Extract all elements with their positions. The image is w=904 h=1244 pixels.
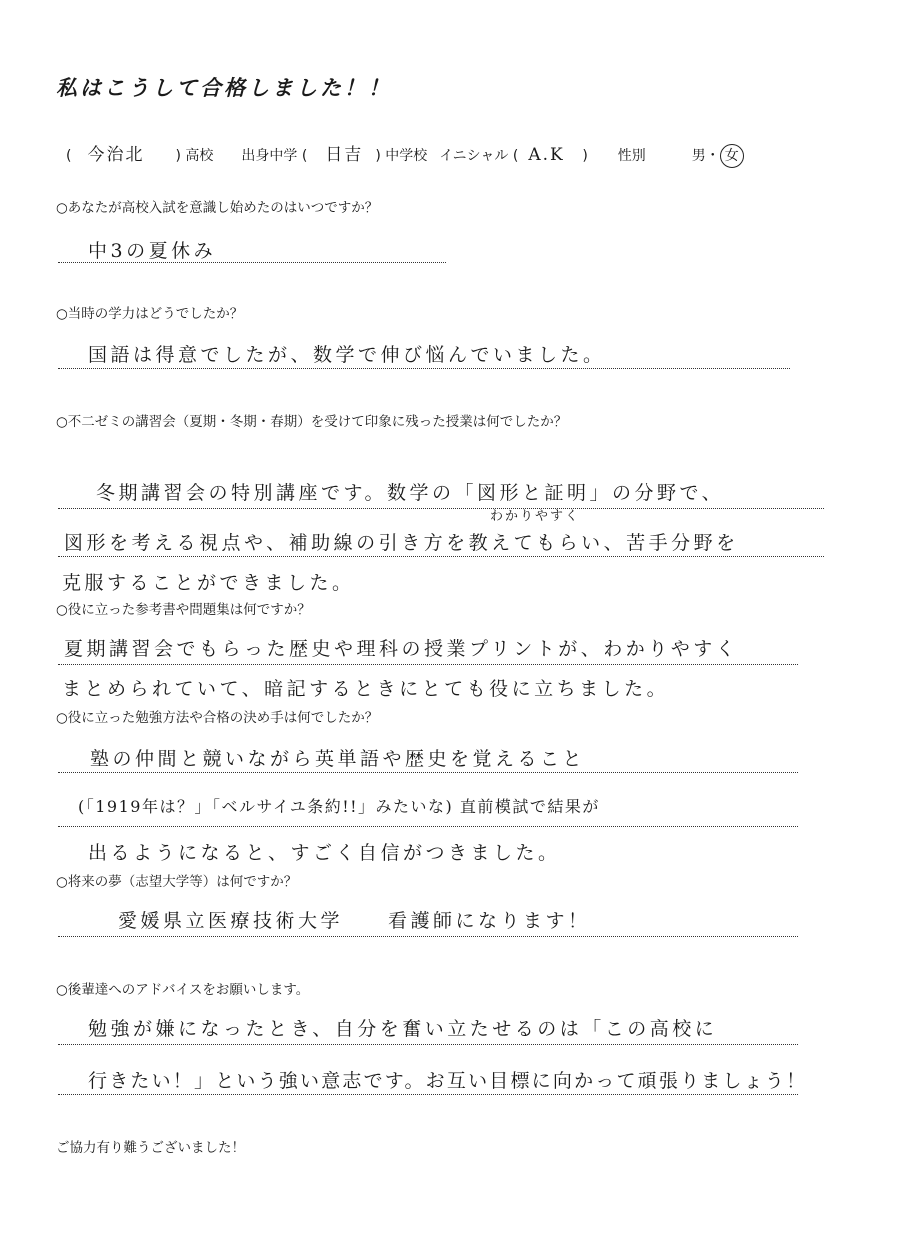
answer-3-line-1: 冬期講習会の特別講座です。数学の「図形と証明」の分野で、 (96, 482, 725, 504)
question-7: ○後輩達へのアドバイスをお願いします。 (56, 982, 310, 998)
middle-school-name: 日吉 (325, 145, 364, 165)
high-school-name: 今治北 (87, 145, 145, 165)
question-3: ○不二ゼミの講習会（夏期・冬期・春期）を受けて印象に残った授業は何でしたか？ (56, 414, 568, 430)
answer-line (58, 826, 798, 827)
answer-line (58, 772, 798, 773)
gender-label: 性別 (617, 148, 646, 164)
open-paren: ( (66, 148, 72, 164)
answer-3-line-2: 図形を考える視点や、補助線の引き方を教えてもらい、苦手分野を (64, 532, 739, 554)
answer-2: 国語は得意でしたが、数学で伸び悩んでいました。 (88, 344, 606, 366)
answer-6: 愛媛県立医療技術大学 看護師になります！ (118, 910, 591, 932)
answer-5-line-1: 塾の仲間と競いながら英単語や歴史を覚えること (90, 748, 586, 770)
answer-3-line-3: 克服することができました。 (62, 572, 355, 594)
question-2: ○当時の学力はどうでしたか？ (56, 306, 244, 322)
initial-close: ) (582, 148, 588, 164)
middle-school-label: 出身中学 ( (241, 148, 308, 164)
answer-line (58, 508, 824, 509)
answer-7-line-1: 勉強が嫌になったとき、自分を奮い立たせるのは「この高校に (88, 1018, 718, 1040)
answer-line (58, 556, 824, 557)
answer-line (58, 262, 446, 263)
initial-label: イニシャル ( (439, 148, 519, 164)
answer-4-line-1: 夏期講習会でもらった歴史や理科の授業プリントが、わかりやすく (64, 638, 739, 660)
gender-male: 男・ (691, 148, 720, 164)
answer-5-line-3: 出るようになると、すごく自信がつきました。 (88, 842, 561, 864)
closing-thanks: ご協力有り難うございました！ (56, 1140, 245, 1156)
high-school-suffix: ) 高校 (175, 148, 214, 164)
student-info-row (66, 140, 866, 168)
gender-female-circled: 女 (720, 144, 744, 168)
question-6: ○将来の夢（志望大学等）は何ですか？ (56, 874, 298, 890)
page-title: 私はこうして合格しました！！ (56, 76, 392, 100)
question-5: ○役に立った勉強方法や合格の決め手は何でしたか？ (56, 710, 379, 726)
middle-school-suffix: ) 中学校 (375, 148, 428, 164)
answer-line (58, 1094, 798, 1095)
answer-line (58, 1044, 798, 1045)
answer-1: 中3の夏休み (88, 240, 217, 262)
initials: A.K (528, 145, 565, 165)
question-1: ○あなたが高校入試を意識し始めたのはいつですか？ (56, 200, 379, 216)
answer-4-line-2: まとめられていて、暗記するときにとても役に立ちました。 (62, 678, 670, 700)
question-4: ○役に立った参考書や問題集は何ですか？ (56, 602, 311, 618)
answer-line (58, 368, 790, 369)
answer-3-insertion: わかりやすく (490, 509, 581, 524)
answer-line (58, 936, 798, 937)
answer-7-line-2: 行きたい！」という強い意志です。お互い目標に向かって頑張りましょう！ (88, 1070, 808, 1092)
answer-line (58, 664, 798, 665)
answer-5-line-2: (「1919年は？」「ベルサイユ条約!!」みたいな) 直前模試で結果が (78, 797, 600, 816)
